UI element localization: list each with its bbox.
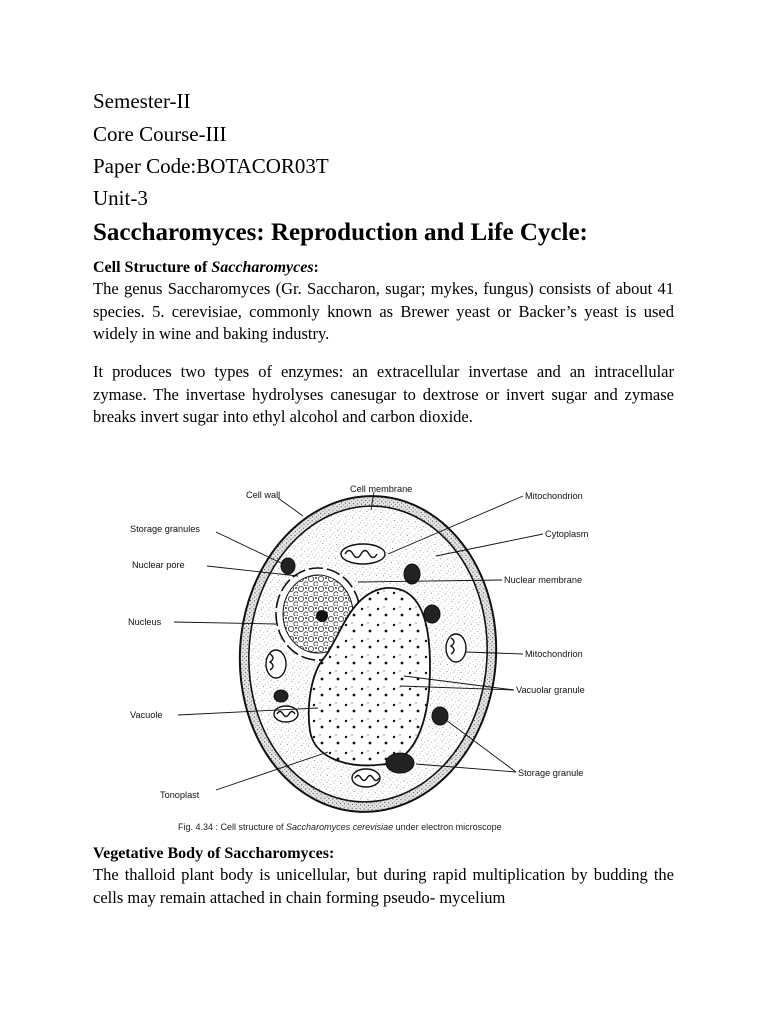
course-label: Core Course-III [93,122,227,146]
unit-label: Unit-3 [93,186,148,210]
section-heading-cell-structure [93,259,319,277]
heading-genus-italic: Saccharomyces [211,259,314,276]
label-storage-granules: Storage granules [130,524,200,534]
caption-species: Saccharomyces cerevisiae [286,822,394,832]
figure-caption [178,822,502,832]
page-title: Saccharomyces: Reproduction and Life Cycle: [93,219,588,246]
label-nuclear-pore: Nuclear pore [132,560,185,570]
label-cytoplasm: Cytoplasm [545,529,589,539]
label-storage-granule: Storage granule [518,768,584,778]
caption-prefix: Fig. 4.34 : Cell structure of [178,822,287,832]
heading-colon: : [313,259,319,276]
label-mitochondrion-right: Mitochondrion [525,649,583,659]
label-cell-wall: Cell wall [246,490,281,500]
label-cell-membrane: Cell membrane [350,484,413,494]
semester-label: Semester-II [93,89,191,113]
cell-structure-figure [118,476,608,836]
label-vacuole: Vacuole [130,710,163,720]
label-nucleus: Nucleus [128,617,162,627]
yeast-cell-illustration [229,487,506,820]
heading-text: Cell Structure of [93,259,212,276]
label-vacuolar-granule: Vacuolar granule [516,685,585,695]
caption-suffix: under electron microscope [393,822,502,832]
label-tonoplast: Tonoplast [160,790,200,800]
label-mitochondrion-top: Mitochondrion [525,491,583,501]
paper-code-label: Paper Code:BOTACOR03T [93,154,329,178]
paragraph-vegetative-body: The thalloid plant body is unicellular, but during rapid multiplication by budding the cells may remain attached in chain forming pseudo- mycelium [93,865,674,907]
paragraph-genus: The genus Saccharomyces (Gr. Saccharon, sugar; mykes, fungus) consists of about 41 species. 5. cerevisiae, commonly known as Brewer yeast or Backer’s yeast is used widely in wine and baking industry. [93,279,674,343]
section-heading-vegetative-body: Vegetative Body of Saccharomyces: [93,845,335,862]
label-nuclear-membrane: Nuclear membrane [504,575,583,585]
paragraph-enzymes: It produces two types of enzymes: an extracellular invertase and an intracellular zymase. The invertase hydrolyses canesugar to dextrose or invert sugar and zymase breaks invert sugar into ethyl alcohol and carbon dioxide. [93,362,674,426]
